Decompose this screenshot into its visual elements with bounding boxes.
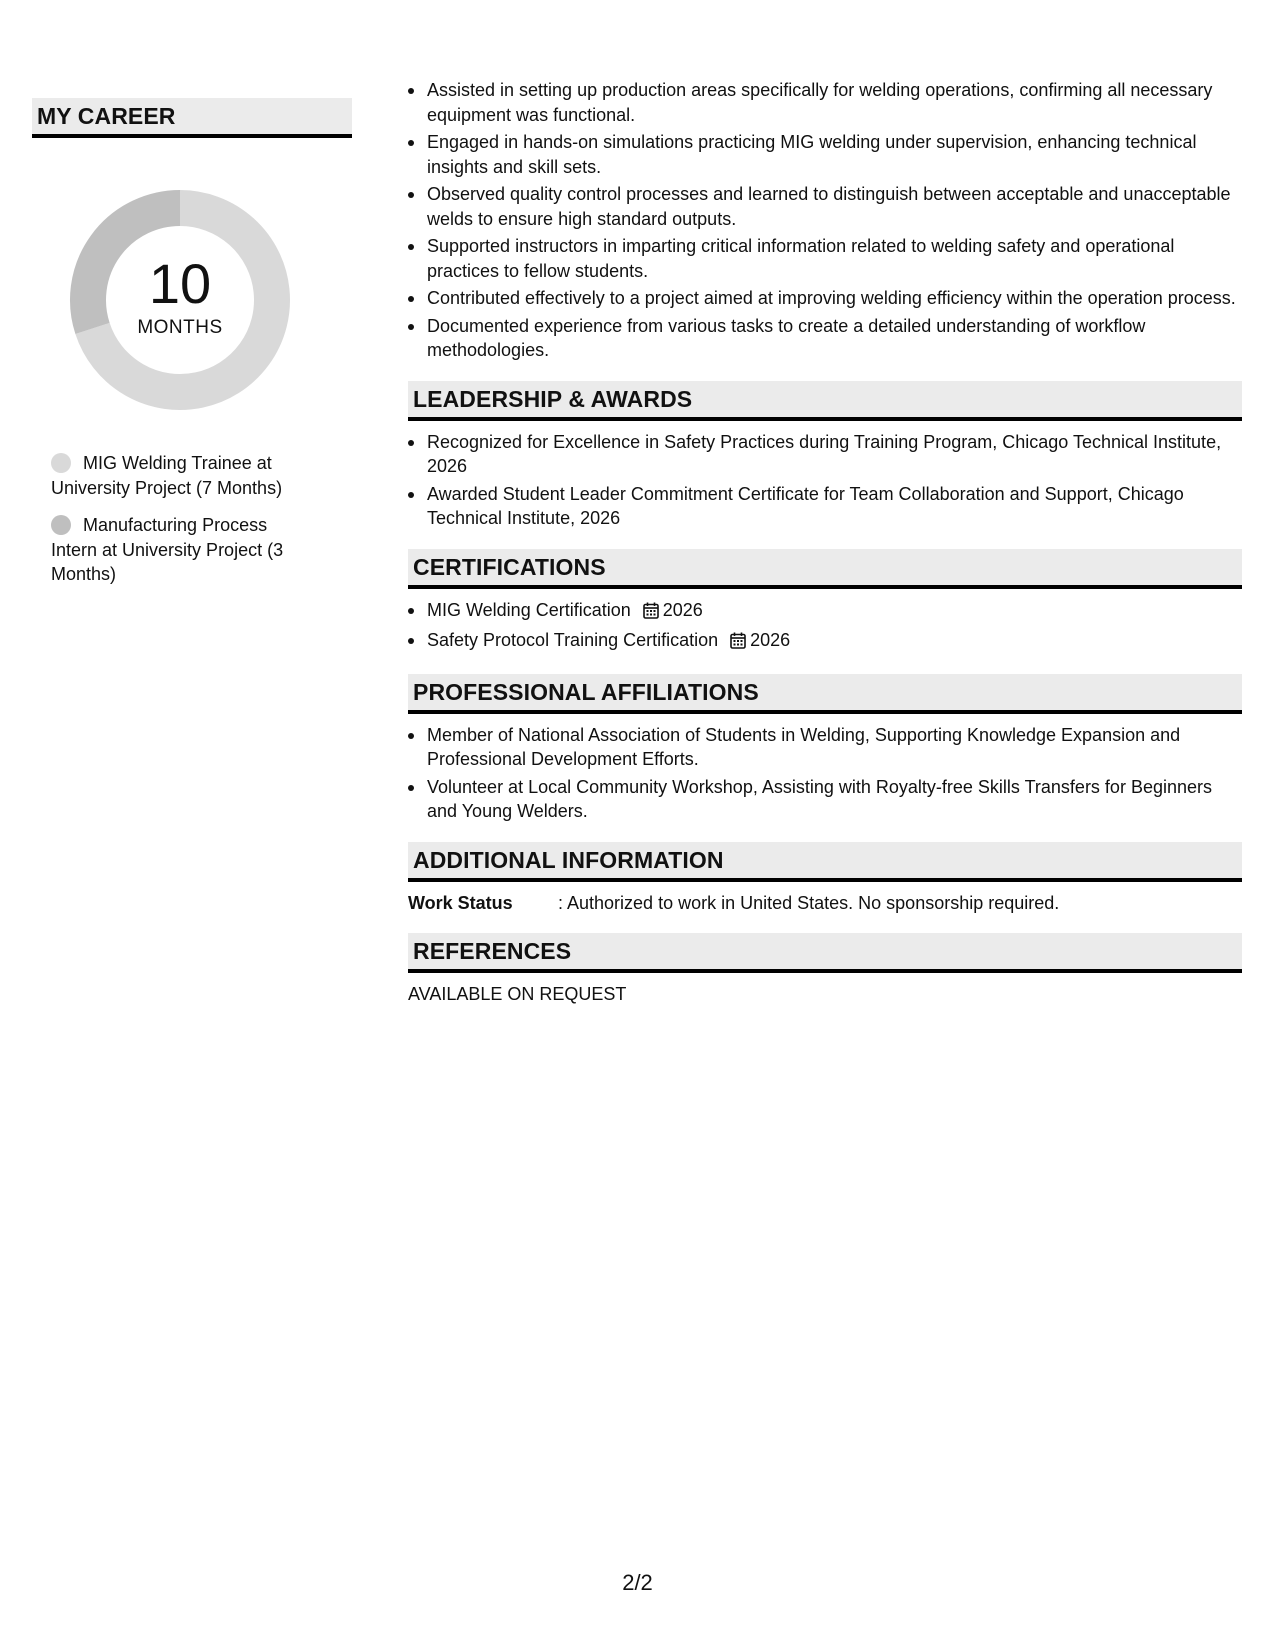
page-number: 2/2 — [622, 1570, 653, 1595]
right-column — [408, 78, 1242, 1006]
legend-dot-icon — [51, 453, 71, 473]
career-donut-chart — [65, 185, 295, 415]
donut-total-value: 10 — [148, 252, 212, 315]
additional-info-heading: ADDITIONAL INFORMATION — [408, 842, 1242, 882]
list-item: Volunteer at Local Community Workshop, Assisting with Royalty-free Skills Transfers for Beginners and Young Welders. — [427, 775, 1242, 824]
work-status-label: Work Status — [408, 892, 513, 913]
affiliations-list — [408, 723, 1242, 824]
certifications-section — [408, 549, 1242, 656]
list-item — [427, 598, 1242, 626]
legend-label: Manufacturing Process Intern at University Project (3 Months) — [51, 515, 284, 584]
additional-info-section — [408, 842, 1242, 915]
calendar-icon — [730, 631, 746, 656]
leadership-heading: LEADERSHIP & AWARDS — [408, 381, 1242, 421]
certifications-heading: CERTIFICATIONS — [408, 549, 1242, 589]
list-item: Supported instructors in imparting critical information related to welding safety and operational practices to fellow students. — [427, 234, 1242, 283]
certification-year: 2026 — [750, 630, 791, 650]
list-item — [427, 628, 1242, 656]
references-section — [408, 933, 1242, 1006]
career-legend — [51, 451, 311, 587]
list-item: Awarded Student Leader Commitment Certificate for Team Collaboration and Support, Chicago Technical Institute, 2026 — [427, 482, 1242, 531]
list-item: Recognized for Excellence in Safety Practices during Training Program, Chicago Technical Institute, 2026 — [427, 430, 1242, 479]
leadership-section — [408, 381, 1242, 531]
legend-item — [51, 513, 311, 587]
certification-name: MIG Welding Certification — [427, 599, 631, 620]
experience-bullet-list — [408, 78, 1242, 363]
list-item: Assisted in setting up production areas specifically for welding operations, confirming all necessary equipment was functional. — [427, 78, 1242, 127]
list-item: Member of National Association of Students in Welding, Supporting Knowledge Expansion and Professional Development Efforts. — [427, 723, 1242, 772]
career-heading: MY CAREER — [32, 98, 352, 138]
references-text: AVAILABLE ON REQUEST — [408, 983, 627, 1004]
certification-name: Safety Protocol Training Certification — [427, 630, 719, 650]
affiliations-heading: PROFESSIONAL AFFILIATIONS — [408, 674, 1242, 714]
list-item: Engaged in hands-on simulations practicing MIG welding under supervision, enhancing technical insights and skill sets. — [427, 130, 1242, 179]
list-item: Documented experience from various tasks to create a detailed understanding of workflow methodologies. — [427, 314, 1242, 363]
work-status-row — [408, 891, 1242, 915]
work-status-value: : Authorized to work in United States. No sponsorship required. — [558, 892, 1060, 913]
legend-label: MIG Welding Trainee at University Project (7 Months) — [51, 453, 283, 498]
references-heading: REFERENCES — [408, 933, 1242, 973]
left-column — [32, 98, 352, 600]
legend-item — [51, 451, 311, 500]
list-item: Contributed effectively to a project aimed at improving welding efficiency within the operation process. — [427, 286, 1242, 311]
affiliations-section — [408, 674, 1242, 824]
list-item: Observed quality control processes and learned to distinguish between acceptable and unacceptable welds to ensure high standard outputs. — [427, 182, 1242, 231]
legend-dot-icon — [51, 515, 71, 535]
leadership-list — [408, 430, 1242, 531]
certifications-list — [408, 598, 1242, 656]
calendar-icon — [643, 601, 659, 626]
certification-year: 2026 — [662, 599, 703, 620]
donut-unit-label: MONTHS — [137, 317, 223, 338]
